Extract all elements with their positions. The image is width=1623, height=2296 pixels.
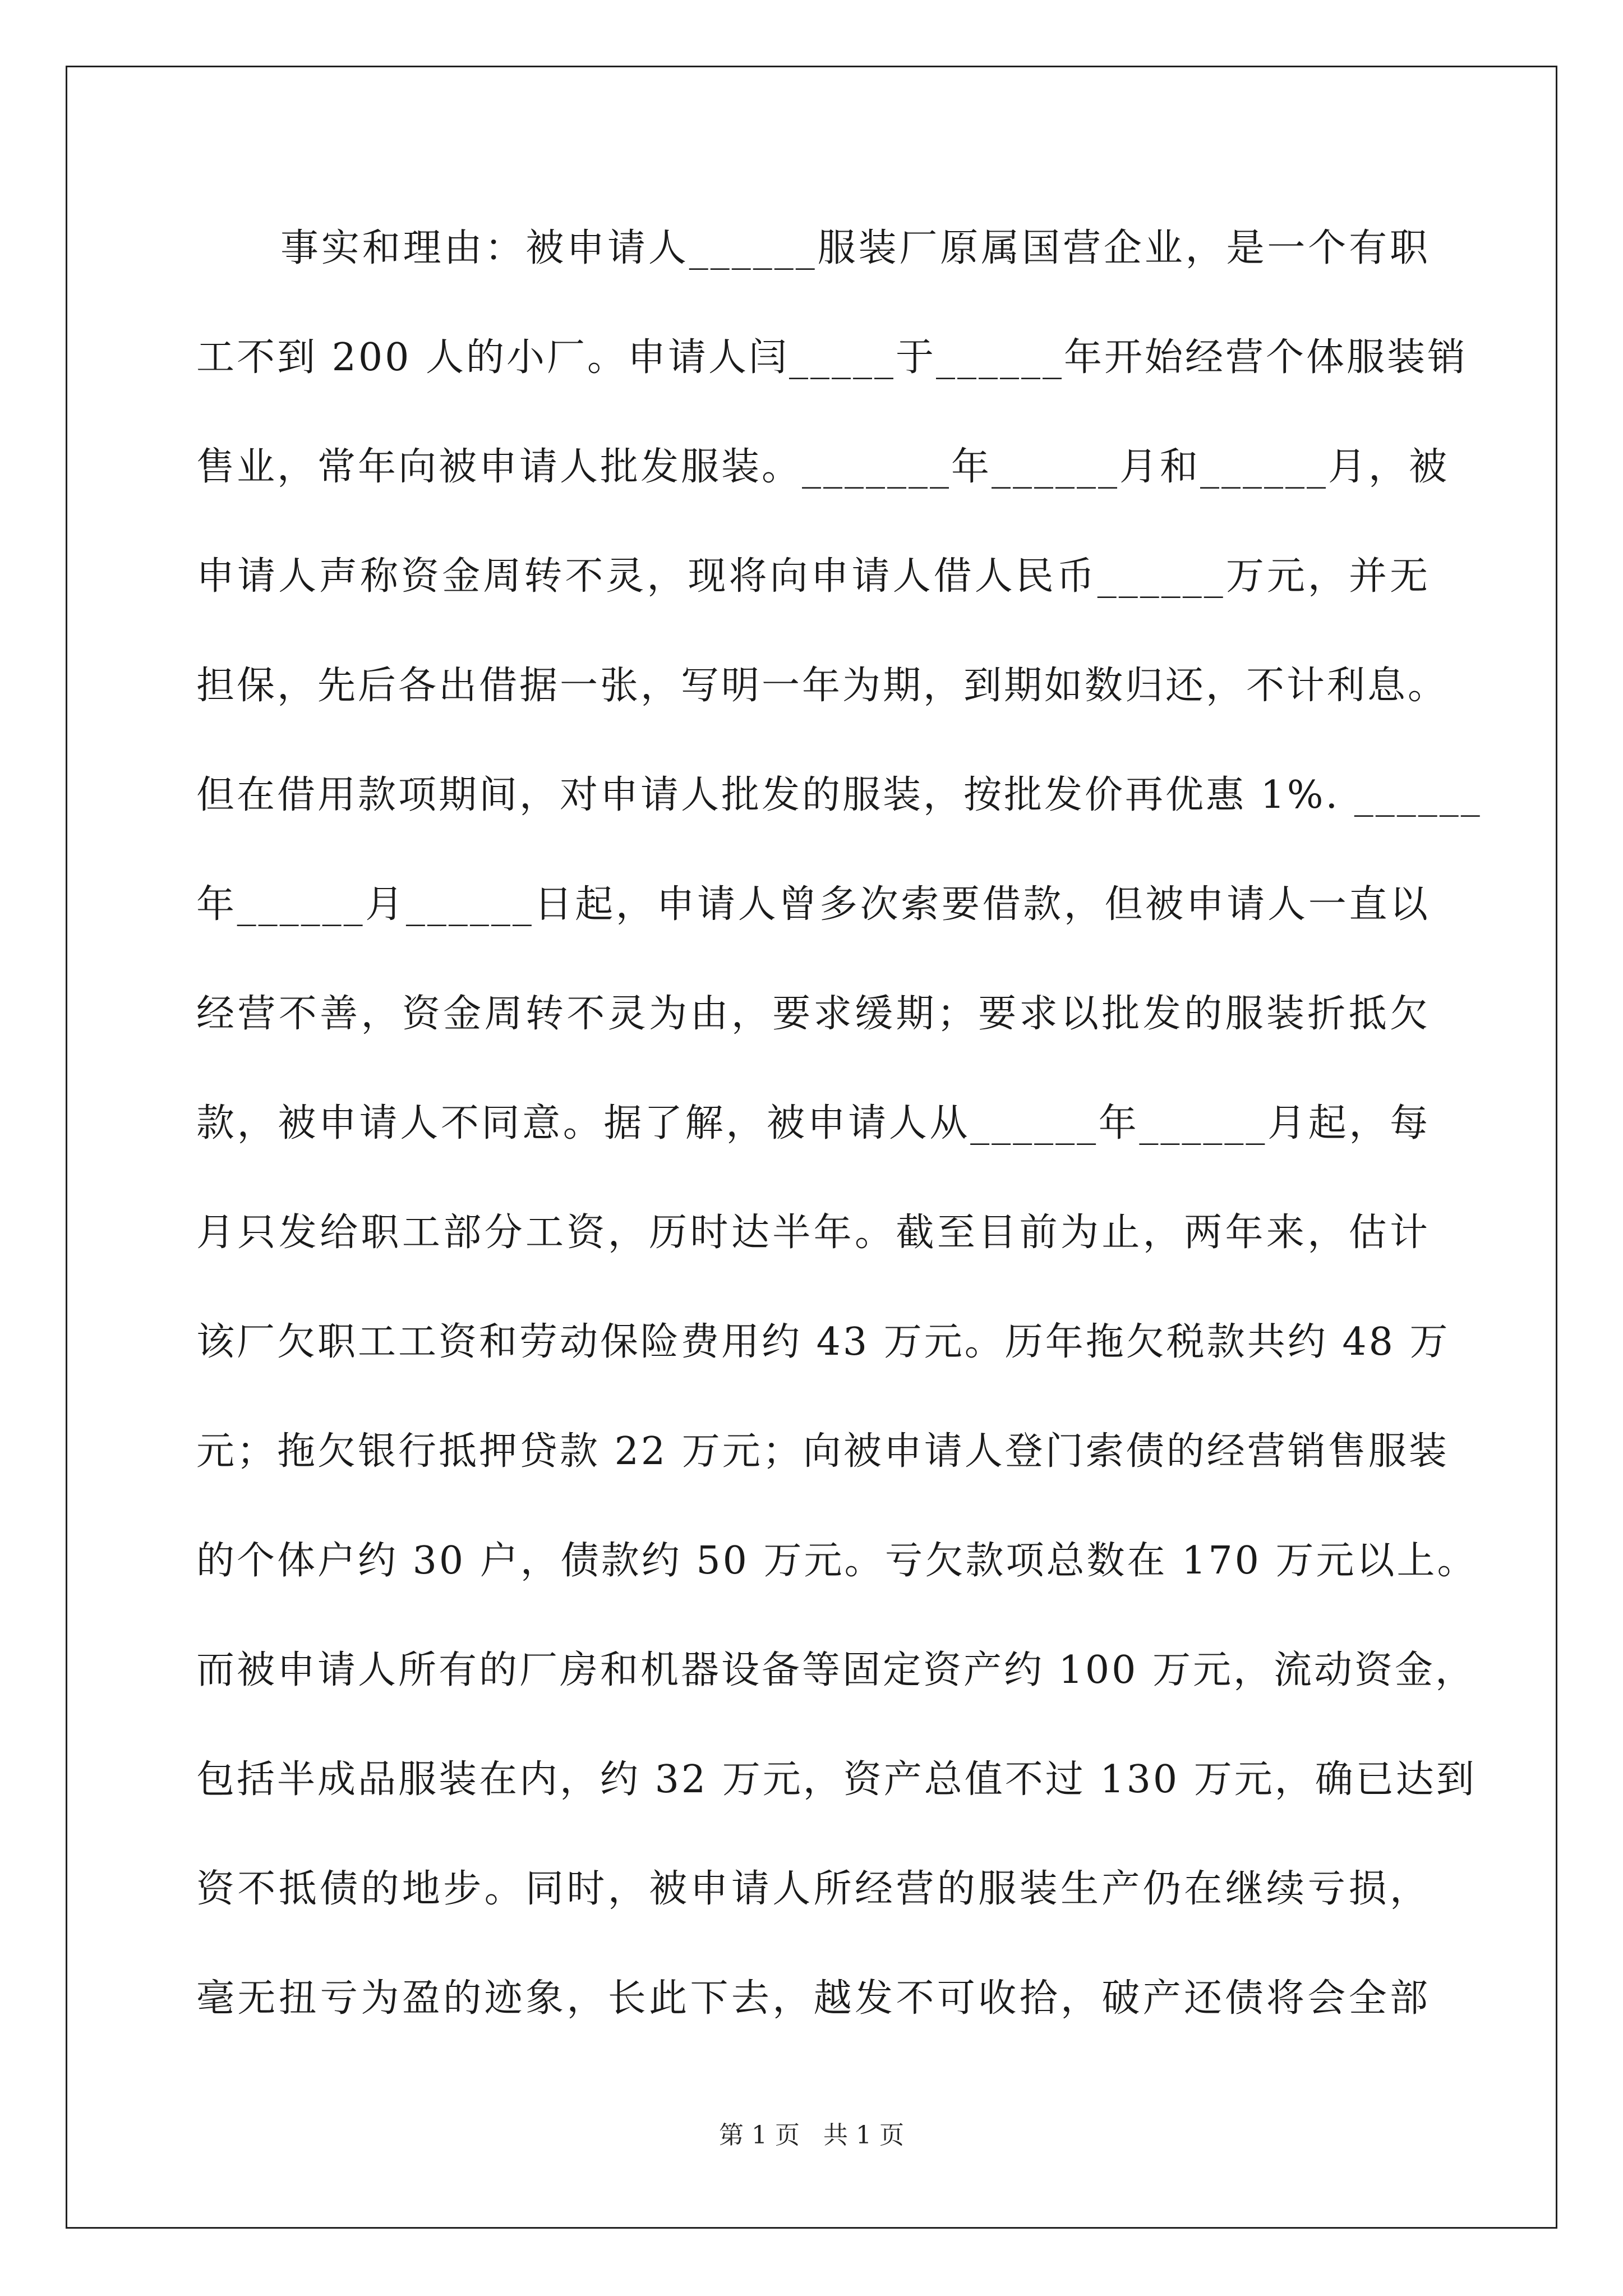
paragraph-line: 毫无扭亏为盈的迹象，长此下去，越发不可收拾，破产还债将会全部 bbox=[196, 1976, 1430, 2021]
paragraph-line: 事实和理由：被申请人______服装厂原属国营企业，是一个有职 bbox=[280, 226, 1430, 270]
document-body bbox=[196, 218, 1482, 2077]
paragraph-line: 资不抵债的地步。同时，被申请人所经营的服装生产仍在继续亏损， bbox=[196, 1867, 1430, 1911]
paragraph-line: 年______月______日起，申请人曾多次索要借款，但被申请人一直以 bbox=[196, 882, 1430, 927]
paragraph-line: 的个体户约 30 户，债款约 50 万元。亏欠款项总数在 170 万元以上。 bbox=[196, 1539, 1478, 1583]
paragraph-line: 但在借用款项期间，对申请人批发的服装，按批发价再优惠 1%. ______ bbox=[196, 773, 1482, 817]
paragraph-line: 包括半成品服装在内，约 32 万元，资产总值不过 130 万元，确已达到 bbox=[196, 1757, 1477, 1802]
paragraph-line: 申请人声称资金周转不灵，现将向申请人借人民币______万元，并无 bbox=[196, 554, 1430, 599]
paragraph-line: 担保，先后各出借据一张，写明一年为期，到期如数归还，不计利息。 bbox=[196, 664, 1449, 708]
page-footer: 第 1 页 共 1 页 bbox=[719, 2121, 904, 2150]
paragraph-line: 该厂欠职工工资和劳动保险费用约 43 万元。历年拖欠税款共约 48 万 bbox=[196, 1320, 1450, 1364]
paragraph-line: 经营不善，资金周转不灵为由，要求缓期；要求以批发的服装折抵欠 bbox=[196, 992, 1430, 1036]
paragraph-line: 月只发给职工部分工资，历时达半年。截至目前为止，两年来，估计 bbox=[196, 1211, 1430, 1255]
paragraph-line: 售业，常年向被申请人批发服装。_______年______月和______月，被 bbox=[196, 445, 1450, 489]
paragraph-line: 元；拖欠银行抵押贷款 22 万元；向被申请人登门索债的经营销售服装 bbox=[196, 1429, 1449, 1474]
paragraph-line: 而被申请人所有的厂房和机器设备等固定资产约 100 万元，流动资金， bbox=[196, 1648, 1476, 1692]
paragraph-line: 款，被申请人不同意。据了解，被申请人从______年______月起，每 bbox=[196, 1101, 1430, 1145]
paragraph-line: 工不到 200 人的小厂。申请人闫_____于______年开始经营个体服装销 bbox=[196, 335, 1468, 380]
